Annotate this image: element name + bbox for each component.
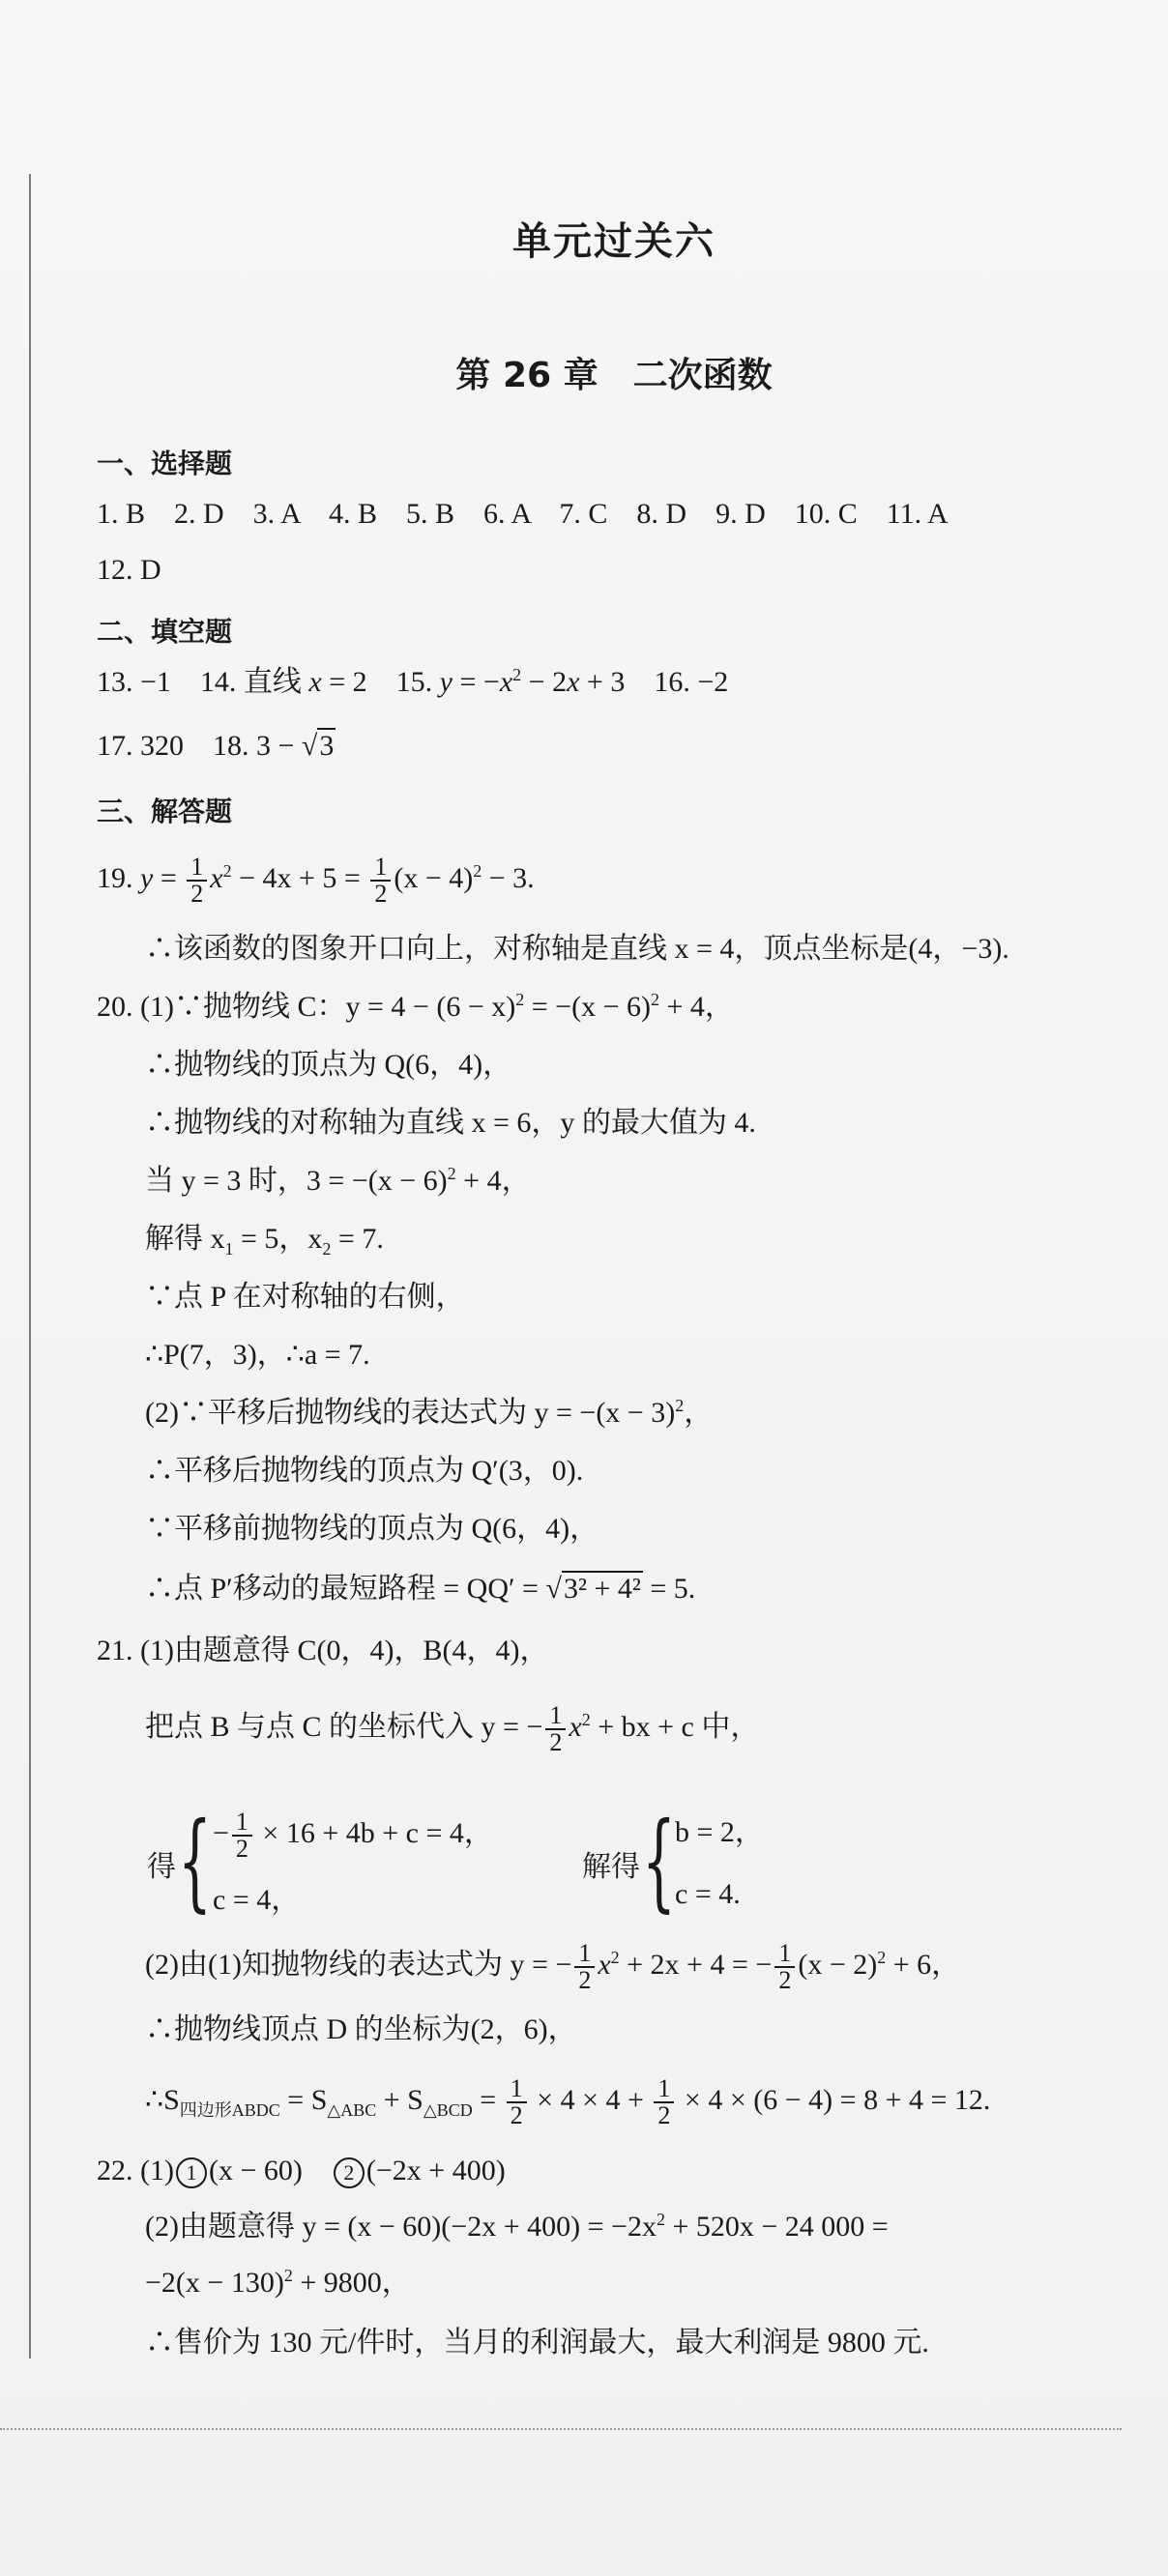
fill-answers-line-1: 13. −1 14. 直线 x = 2 15. $y = -x^2 - 2x + 3$ 16. −2	[97, 665, 729, 698]
q20-line-11: ∴点 P′移动的最短路程 = QQ′ = √3² + 4² = 5.	[145, 1570, 695, 1608]
fraction: $\frac{1}{2}$	[232, 1809, 252, 1862]
sqrt-expression: √3	[301, 730, 335, 762]
q20-line-1: 20. (1)∵抛物线 C：$y = 4 - (6 - x)^2 = -(x - 6)^2 + 4$，	[97, 990, 734, 1023]
fraction: $\frac{1}{2}$	[370, 854, 391, 907]
q21-line-2: 把点 B 与点 C 的坐标代入 y = − $\frac{1}{2}$ $x^2$ + bx + c 中，	[145, 1701, 760, 1756]
fraction: $\frac{1}{2}$	[507, 2076, 527, 2128]
q20-line-3: ∴抛物线的对称轴为直线 x = 6，y 的最大值为 4.	[145, 1107, 756, 1139]
q21-line-5: ∴抛物线顶点 D 的坐标为(2，6)，	[145, 2013, 577, 2045]
q21-line-4: (2)由(1)知抛物线的表达式为 y = − $\frac{1}{2}$ $x^2 + 2x + 4$ = − $\frac{1}{2}$ $(x - 2)^2 + 6$，	[145, 1939, 961, 1994]
section-fill-heading: 二、填空题	[97, 616, 233, 648]
q22-line-3: $-2(x - 130)^2 + 9800$，	[145, 2266, 411, 2299]
choice-answers-line-2: 12. D	[97, 554, 161, 586]
q22-line-1: 22. (1) 1 (x − 60) 2 (−2x + 400)	[97, 2152, 506, 2190]
q21-equation-system: 得 { − $\frac{1}{2}$ × 16 + 4b + c = 4， c = 4， 解得 { b = 2， c = 4.	[147, 1799, 764, 1923]
q19-conclusion: ∴该函数的图象开口向上，对称轴是直线 x = 4，顶点坐标是(4，−3).	[145, 933, 1009, 965]
q22-line-2: (2)由题意得 $y = (x - 60)(-2x + 400) = -2x^2 + 520x - 24$ 000 =	[145, 2210, 889, 2243]
bottom-divider	[0, 2428, 1122, 2430]
q20-line-6: ∵点 P 在对称轴的右侧，	[145, 1281, 465, 1313]
fraction: $\frac{1}{2}$	[574, 1941, 595, 1993]
q20-line-9: ∴平移后抛物线的顶点为 Q′(3，0).	[145, 1455, 584, 1487]
q22-line-4: ∴售价为 130 元/件时，当月的利润最大，最大利润是 9800 元.	[145, 2327, 929, 2359]
fraction: $\frac{1}{2}$	[187, 854, 207, 907]
section-solution-heading: 三、解答题	[97, 796, 233, 827]
q20-line-8: (2)∵平移后抛物线的表达式为 $y = -(x - 3)^2$，	[145, 1396, 714, 1429]
circled-number-1: 1	[176, 2157, 207, 2188]
chapter-heading: 第 26 章 二次函数	[455, 356, 773, 395]
fraction: $\frac{1}{2}$	[545, 1703, 566, 1755]
sqrt-expression: √3² + 4²	[545, 1573, 641, 1605]
q20-line-2: ∴抛物线的顶点为 Q(6，4)，	[145, 1049, 512, 1081]
section-choice-heading: 一、选择题	[97, 448, 233, 479]
fill-answers-line-2: 17. 320 18. 3 − √3	[97, 727, 336, 766]
q20-line-7: ∴P(7，3)，∴a = 7.	[145, 1339, 370, 1371]
q21-line-6: $\therefore S_{四边形ABDC} = S_{\triangle ABC} + S_{\triangle BCD}$ = $\frac{1}{2}$ × 4 × 4 + $\frac{1}{2}$ × 4 × (6 − 4) = 8 + 4 = 12.	[145, 2074, 991, 2129]
choice-answers: 1. B 2. D 3. A 4. B 5. B 6. A 7. C 8. D 9. D 10. C 11. A	[97, 498, 949, 530]
fraction: $\frac{1}{2}$	[774, 1941, 795, 1993]
q20-line-5: 解得 $x_1 = 5$，$x_2 = 7$.	[145, 1223, 384, 1259]
circled-number-2: 2	[334, 2157, 365, 2188]
binding-margin-line	[29, 174, 31, 2359]
q20-line-4: 当 y = 3 时，$3 = -(x - 6)^2 + 4$，	[145, 1164, 531, 1197]
q19-equation: 19. y = $\frac{1}{2}$ $x^2 - 4x + 5$ = $\frac{1}{2}$ $(x - 4)^2 - 3$.	[97, 853, 535, 908]
page-title: 单元过关六	[512, 219, 715, 264]
fraction: $\frac{1}{2}$	[654, 2076, 674, 2128]
q20-line-10: ∵平移前抛物线的顶点为 Q(6，4)，	[145, 1513, 599, 1545]
q21-line-1: 21. (1)由题意得 C(0，4)，B(4，4)，	[97, 1635, 549, 1666]
